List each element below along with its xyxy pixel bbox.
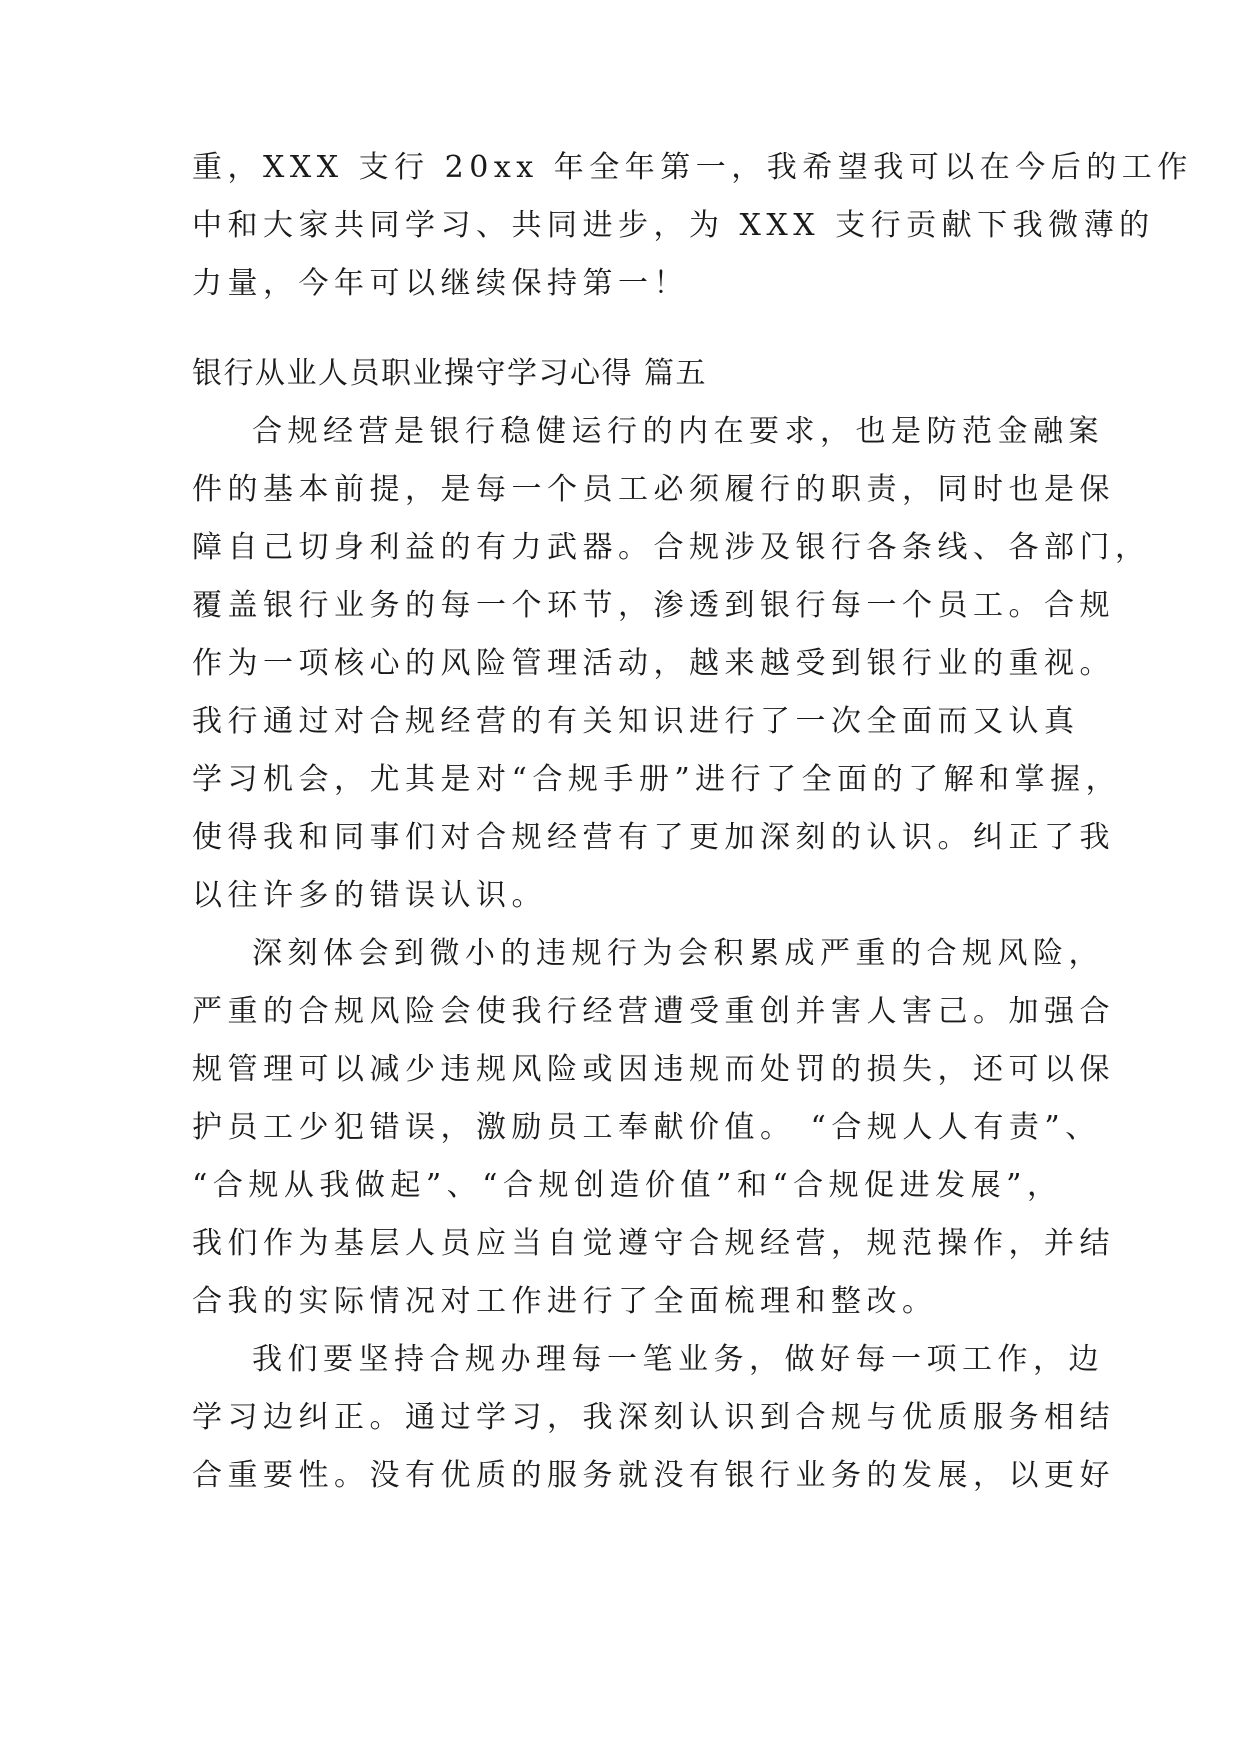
paragraph-line: 护员工少犯错误，激励员工奉献价值。 “合规人人有责”、 bbox=[192, 1110, 1101, 1145]
intro-line: 力量，今年可以继续保持第一！ bbox=[192, 266, 689, 301]
paragraph-line: 合我的实际情况对工作进行了全面梳理和整改。 bbox=[192, 1284, 938, 1319]
section-title: 银行从业人员职业操守学习心得 篇五 bbox=[192, 356, 708, 391]
paragraph-line: 合重要性。没有优质的服务就没有银行业务的发展，以更好 bbox=[192, 1458, 1115, 1493]
intro-line: 中和大家共同学习、共同进步，为 XXX 支行贡献下我微薄的 bbox=[192, 208, 1155, 243]
paragraph-line: 合规经营是银行稳健运行的内在要求，也是防范金融案 bbox=[252, 414, 1104, 449]
paragraph-line: 学习边纠正。通过学习，我深刻认识到合规与优质服务相结 bbox=[192, 1400, 1115, 1435]
paragraph-line: 学习机会，尤其是对“合规手册”进行了全面的了解和掌握， bbox=[192, 762, 1122, 797]
paragraph-line: 我们作为基层人员应当自觉遵守合规经营，规范操作，并结 bbox=[192, 1226, 1115, 1261]
paragraph-line: 我行通过对合规经营的有关知识进行了一次全面而又认真 bbox=[192, 704, 1080, 739]
intro-line: 重，XXX 支行 20xx 年全年第一，我希望我可以在今后的工作 bbox=[192, 150, 1193, 185]
paragraph-line: 覆盖银行业务的每一个环节，渗透到银行每一个员工。合规 bbox=[192, 588, 1115, 623]
paragraph-line: 我们要坚持合规办理每一笔业务，做好每一项工作，边 bbox=[252, 1342, 1104, 1377]
paragraph-line: 规管理可以减少违规风险或因违规而处罚的损失，还可以保 bbox=[192, 1052, 1115, 1087]
paragraph-line: 深刻体会到微小的违规行为会积累成严重的合规风险， bbox=[252, 936, 1104, 971]
paragraph-line: 使得我和同事们对合规经营有了更加深刻的认识。纠正了我 bbox=[192, 820, 1115, 855]
paragraph-line: 以往许多的错误认识。 bbox=[192, 878, 547, 913]
paragraph-line: 作为一项核心的风险管理活动，越来越受到银行业的重视。 bbox=[192, 646, 1115, 681]
paragraph-line: 障自己切身利益的有力武器。合规涉及银行各条线、各部门， bbox=[192, 530, 1151, 565]
paragraph-line: “合规从我做起”、“合规创造价值”和“合规促进发展”， bbox=[192, 1168, 1063, 1203]
paragraph-line: 件的基本前提，是每一个员工必须履行的职责，同时也是保 bbox=[192, 472, 1115, 507]
paragraph-line: 严重的合规风险会使我行经营遭受重创并害人害己。加强合 bbox=[192, 994, 1115, 1029]
